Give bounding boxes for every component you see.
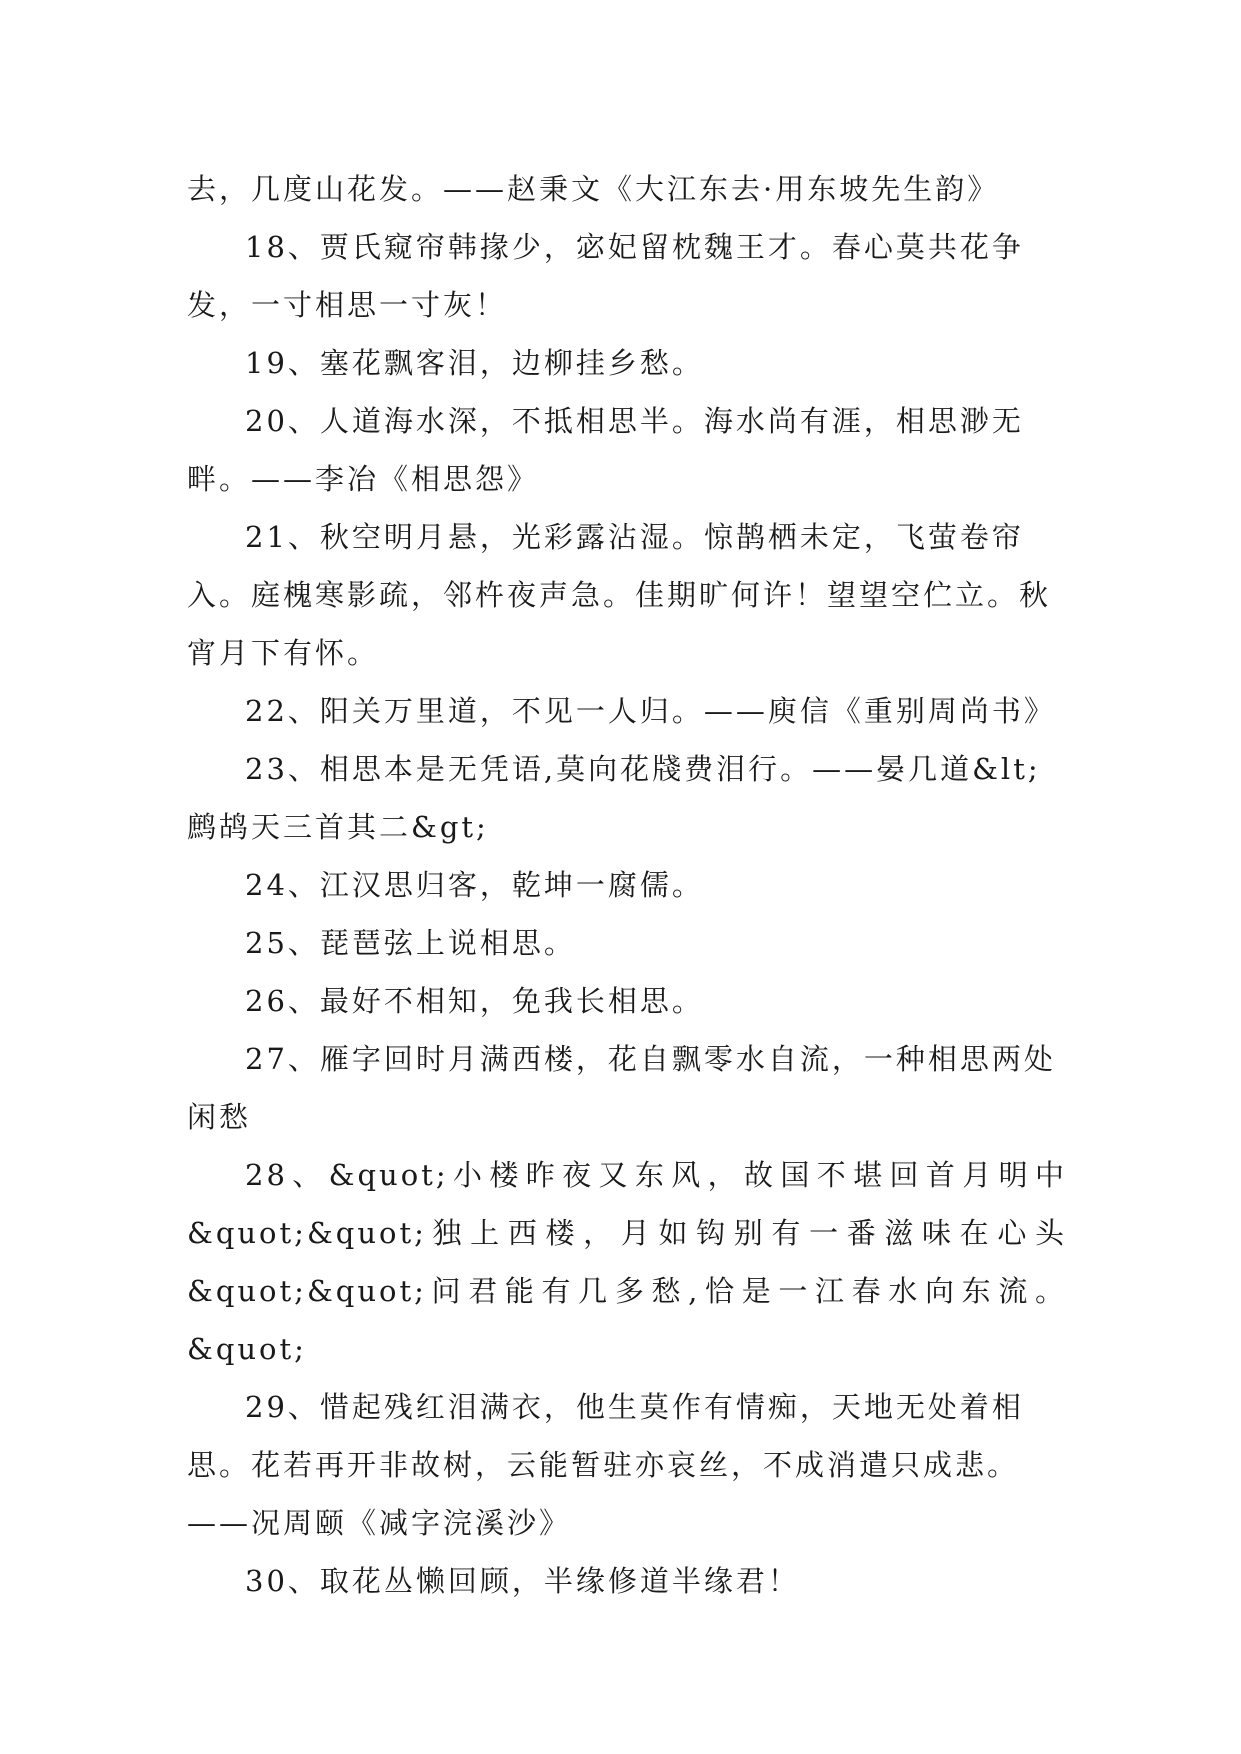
paragraph-item-18: 18、贾氏窥帘韩掾少，宓妃留枕魏王才。春心莫共花争发，一寸相思一寸灰！ — [187, 230, 1024, 322]
paragraph-item-29: 29、惜起残红泪满衣，他生莫作有情痴，天地无处着相思。花若再开非故树，云能暂驻亦哀丝，不成消遣只成悲。——况周颐《减字浣溪沙》 — [187, 1390, 1024, 1540]
paragraph-item-27: 27、雁字回时月满西楼，花自飘零水自流，一种相思两处闲愁 — [187, 1042, 1056, 1134]
paragraph-item-21: 21、秋空明月悬，光彩露沾湿。惊鹊栖未定，飞萤卷帘入。庭槐寒影疏，邻杵夜声急。佳期旷何许！望望空伫立。秋宵月下有怀。 — [187, 520, 1052, 670]
paragraph-item-25: 25、琵琶弦上说相思。 — [245, 926, 576, 960]
paragraph-item-24: 24、江汉思归客，乾坤一腐儒。 — [245, 868, 704, 902]
paragraph-item-22: 22、阳关万里道，不见一人归。——庾信《重别周尚书》 — [245, 694, 1056, 728]
paragraph-item-28: 28、&quot;小楼昨夜又东风，故国不堪回首月明中&quot;&quot;独上西楼，月如钩别有一番滋味在心头&quot;&quot;问君能有几多愁,恰是一江春水向东流。&quot; — [187, 1158, 1067, 1366]
document-body — [187, 160, 1067, 1610]
paragraph-item-30: 30、取花丛懒回顾，半缘修道半缘君！ — [245, 1564, 800, 1598]
paragraph-item-26: 26、最好不相知，免我长相思。 — [245, 984, 704, 1018]
paragraph-item-23: 23、相思本是无凭语,莫向花牋费泪行。——晏几道&lt;鹧鸪天三首其二&gt; — [187, 752, 1041, 844]
paragraph-item-19: 19、塞花飘客泪，边柳挂乡愁。 — [245, 346, 704, 380]
paragraph-continuation: 去，几度山花发。——赵秉文《大江东去·用东坡先生韵》 — [187, 172, 1000, 206]
paragraph-item-20: 20、人道海水深，不抵相思半。海水尚有涯，相思渺无畔。——李冶《相思怨》 — [187, 404, 1024, 496]
